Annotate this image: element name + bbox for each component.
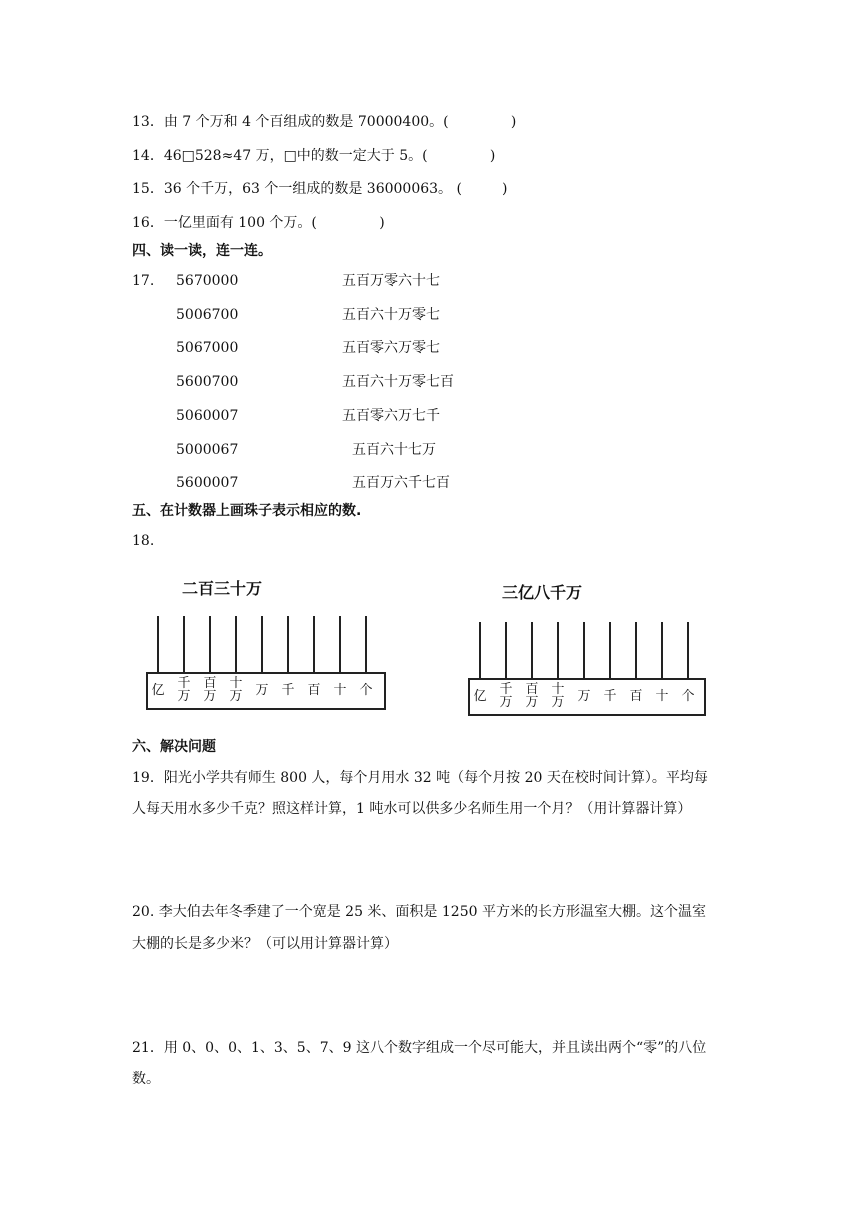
abacus-rod[interactable] <box>687 622 689 680</box>
reading-item: 五百万零六十七 <box>342 273 440 289</box>
place-label <box>278 684 298 697</box>
place-label-bottom: 万 <box>499 695 513 710</box>
number-item: 5000067 <box>176 442 239 458</box>
place-label <box>174 677 194 703</box>
abacus-rod[interactable] <box>661 622 663 680</box>
number-item: 5060007 <box>176 408 239 424</box>
place-label-top: 万 <box>255 683 269 698</box>
abacus-rod[interactable] <box>261 616 263 674</box>
question-17-number: 17. <box>132 273 155 289</box>
place-label <box>548 683 568 709</box>
reading-item: 五百万六千七百 <box>352 475 450 491</box>
abacus-rod[interactable] <box>339 616 341 674</box>
abacus-rod[interactable] <box>313 616 315 674</box>
number-item: 5600007 <box>176 475 239 491</box>
place-label <box>304 684 324 697</box>
abacus-rod[interactable] <box>183 616 185 674</box>
place-label-bottom: 万 <box>229 689 243 704</box>
abacus-rod[interactable] <box>531 622 533 680</box>
reading-item: 五百六十七万 <box>352 442 436 458</box>
place-label-top: 百 <box>525 682 539 697</box>
place-label-bottom: 万 <box>551 695 565 710</box>
reading-item: 五百六十万零七 <box>342 307 440 323</box>
abacus-right-title: 三亿八千万 <box>502 583 583 602</box>
place-label <box>470 690 490 703</box>
place-label <box>226 677 246 703</box>
place-label-top: 百 <box>629 689 643 704</box>
place-label-bottom: 万 <box>177 689 191 704</box>
question-14: 14．46□528≈47 万，□中的数一定大于 5。( ) <box>132 148 496 164</box>
place-label <box>252 684 272 697</box>
place-label-top: 十 <box>655 689 669 704</box>
place-label <box>652 690 672 703</box>
section-6-title: 六、解决问题 <box>132 739 216 755</box>
place-label <box>678 690 698 703</box>
place-label-top: 百 <box>307 683 321 698</box>
question-20-line-1: 20. 李大伯去年冬季建了一个宽是 25 米、面积是 1250 平方米的长方形温室大棚。这个温室 <box>132 904 706 920</box>
place-label-top: 十 <box>229 676 243 691</box>
question-19-line-1: 19．阳光小学共有师生 800 人，每个月用水 32 吨（每个月按 20 天在校时间计算）。平均每 <box>132 770 708 786</box>
place-label-top: 千 <box>177 676 191 691</box>
place-label <box>200 677 220 703</box>
place-label-top: 千 <box>499 682 513 697</box>
question-16: 16．一亿里面有 100 个万。( ) <box>132 215 385 231</box>
place-label-top: 亿 <box>151 683 165 698</box>
place-label <box>496 683 516 709</box>
reading-item: 五百零六万七千 <box>342 408 440 424</box>
number-item: 5006700 <box>176 307 239 323</box>
section-4-title: 四、读一读，连一连。 <box>132 243 272 259</box>
question-21-line-2: 数。 <box>132 1071 160 1087</box>
place-label <box>600 690 620 703</box>
number-item: 5067000 <box>176 340 239 356</box>
place-label-top: 千 <box>281 683 295 698</box>
number-item: 5600700 <box>176 374 239 390</box>
abacus-rod[interactable] <box>505 622 507 680</box>
question-20-line-2: 大棚的长是多少米？（可以用计算器计算） <box>132 936 398 952</box>
reading-item: 五百六十万零七百 <box>342 374 454 390</box>
abacus-rod[interactable] <box>557 622 559 680</box>
question-18-number: 18. <box>132 533 155 549</box>
abacus-left-title: 二百三十万 <box>182 579 263 598</box>
place-label <box>626 690 646 703</box>
place-label-top: 个 <box>359 683 373 698</box>
abacus-right[interactable] <box>468 574 718 724</box>
place-label-bottom: 万 <box>525 695 539 710</box>
reading-item: 五百零六万零七 <box>342 340 440 356</box>
place-label <box>148 684 168 697</box>
place-label-top: 十 <box>551 682 565 697</box>
abacus-rod[interactable] <box>583 622 585 680</box>
place-label <box>356 684 376 697</box>
abacus-rod[interactable] <box>235 616 237 674</box>
abacus-rod[interactable] <box>479 622 481 680</box>
place-label-top: 十 <box>333 683 347 698</box>
abacus-rod[interactable] <box>635 622 637 680</box>
abacus-rod[interactable] <box>609 622 611 680</box>
abacus-rod[interactable] <box>209 616 211 674</box>
question-21-line-1: 21．用 0、0、0、1、3、5、7、9 这八个数字组成一个尽可能大，并且读出两个“零”的八位 <box>132 1040 707 1056</box>
abacus-rod[interactable] <box>287 616 289 674</box>
number-item: 5670000 <box>176 273 239 289</box>
place-label-top: 千 <box>603 689 617 704</box>
question-15: 15．36 个千万，63 个一组成的数是 36000063。 ( ) <box>132 181 508 197</box>
place-label <box>522 683 542 709</box>
place-label-top: 百 <box>203 676 217 691</box>
place-label-top: 万 <box>577 689 591 704</box>
abacus-rod[interactable] <box>365 616 367 674</box>
question-19-line-2: 人每天用水多少千克？照这样计算，1 吨水可以供多少名师生用一个月？（用计算器计算） <box>132 801 692 817</box>
place-label <box>574 690 594 703</box>
abacus-left[interactable] <box>146 568 396 718</box>
question-13: 13．由 7 个万和 4 个百组成的数是 70000400。( ) <box>132 114 517 130</box>
place-label-bottom: 万 <box>203 689 217 704</box>
place-label-top: 亿 <box>473 689 487 704</box>
section-5-title: 五、在计数器上画珠子表示相应的数. <box>132 503 362 519</box>
abacus-rod[interactable] <box>157 616 159 674</box>
place-label <box>330 684 350 697</box>
place-label-top: 个 <box>681 689 695 704</box>
